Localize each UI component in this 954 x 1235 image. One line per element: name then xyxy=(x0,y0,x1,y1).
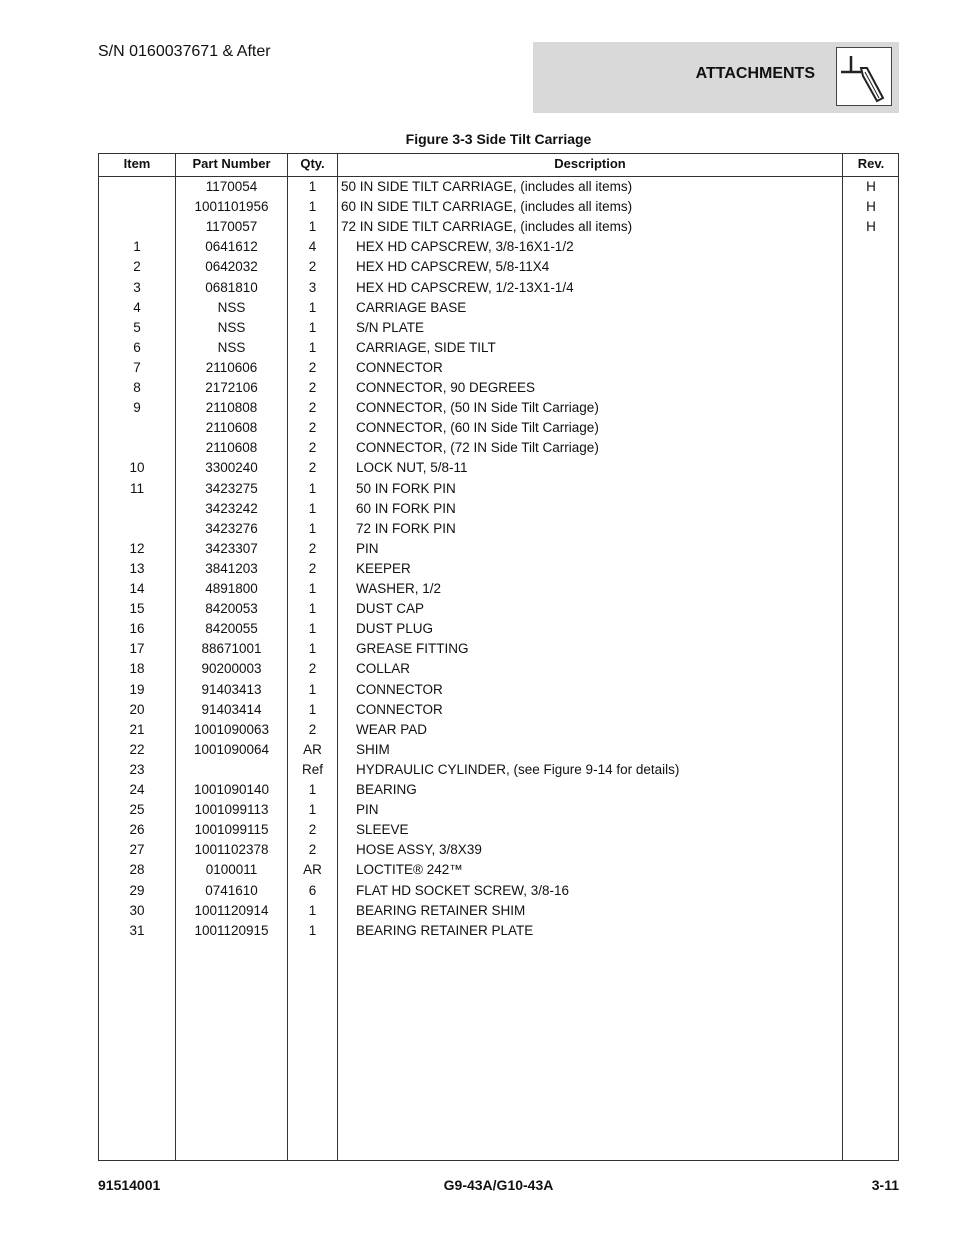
table-row xyxy=(99,458,898,478)
part-number-cell: 3423276 xyxy=(205,520,258,536)
qty-cell: 2 xyxy=(308,842,317,858)
item-cell: 17 xyxy=(129,641,145,657)
qty-cell: 1 xyxy=(308,922,317,938)
table-row xyxy=(99,358,898,378)
part-number-cell: 1170057 xyxy=(205,219,258,235)
part-number-cell: 0641612 xyxy=(205,239,258,255)
section-title: ATTACHMENTS xyxy=(695,65,815,82)
description-cell: CONNECTOR, (60 IN Side Tilt Carriage) xyxy=(356,420,599,436)
part-number-cell: 2172106 xyxy=(205,380,258,395)
rev-cell: H xyxy=(866,199,876,215)
description-cell: HYDRAULIC CYLINDER, (see Figure 9-14 for details) xyxy=(356,761,680,777)
qty-cell: 2 xyxy=(308,380,317,395)
description-cell: LOCTITE® 242™ xyxy=(356,862,463,878)
table-row xyxy=(99,378,898,398)
description-cell: DUST PLUG xyxy=(356,621,434,637)
part-number-cell: 1001102378 xyxy=(194,842,269,858)
part-number-cell: 3423275 xyxy=(205,480,258,496)
table-row xyxy=(99,760,898,780)
qty-cell: 2 xyxy=(308,721,317,737)
part-number-cell: 1001090063 xyxy=(193,721,270,737)
column-header-rev: Rev. xyxy=(857,156,885,171)
qty-cell: 1 xyxy=(308,621,317,637)
table-row xyxy=(99,398,898,418)
section-banner xyxy=(533,42,899,113)
qty-cell: 2 xyxy=(308,822,317,838)
table-row xyxy=(99,539,898,559)
part-number-cell: 8420055 xyxy=(205,621,258,637)
description-cell: BEARING xyxy=(356,782,417,797)
qty-cell: 1 xyxy=(308,641,317,657)
table-row xyxy=(99,257,898,277)
description-cell: SHIM xyxy=(356,741,390,757)
table-row xyxy=(99,418,898,438)
description-cell: CONNECTOR, (72 IN Side Tilt Carriage) xyxy=(356,440,599,456)
item-cell: 9 xyxy=(133,400,141,416)
table-row xyxy=(99,338,898,358)
qty-cell: 2 xyxy=(308,560,317,576)
qty-cell: 1 xyxy=(308,299,317,315)
parts-table xyxy=(98,153,899,1161)
table-row xyxy=(99,881,898,901)
table-row xyxy=(99,559,898,579)
item-cell: 24 xyxy=(129,782,145,797)
table-row xyxy=(99,519,898,539)
part-number-cell: 0741610 xyxy=(205,882,258,898)
attachment-fork-icon xyxy=(836,47,892,106)
qty-cell: 1 xyxy=(308,520,317,536)
qty-cell: 1 xyxy=(308,219,317,235)
part-number-cell: 3300240 xyxy=(205,460,258,476)
table-row xyxy=(99,820,898,840)
description-cell: FLAT HD SOCKET SCREW, 3/8-16 xyxy=(356,882,570,898)
qty-cell: Ref xyxy=(301,761,323,777)
qty-cell: 2 xyxy=(308,460,317,476)
part-number-cell: 1001099115 xyxy=(194,822,269,838)
table-row xyxy=(99,921,898,941)
part-number-cell: 3423307 xyxy=(205,540,258,556)
qty-cell: 4 xyxy=(308,239,317,255)
description-cell: GREASE FITTING xyxy=(356,641,469,657)
column-header-part-number: Part Number xyxy=(192,156,271,171)
table-row xyxy=(99,860,898,880)
rev-cell: H xyxy=(866,179,876,194)
description-cell: CONNECTOR, 90 DEGREES xyxy=(356,380,536,395)
description-cell: LOCK NUT, 5/8-11 xyxy=(356,460,468,476)
description-cell: WEAR PAD xyxy=(356,721,428,737)
column-header-description: Description xyxy=(554,156,626,171)
table-row xyxy=(99,680,898,700)
description-cell: 60 IN FORK PIN xyxy=(356,500,456,516)
description-cell: S/N PLATE xyxy=(356,319,425,335)
part-number-cell: 0642032 xyxy=(205,259,258,275)
part-number-cell: 4891800 xyxy=(205,581,258,596)
qty-cell: 6 xyxy=(308,882,317,898)
item-cell: 7 xyxy=(133,359,141,375)
item-cell: 8 xyxy=(133,380,141,395)
table-row xyxy=(99,720,898,740)
figure-title: Figure 3-3 Side Tilt Carriage xyxy=(405,131,592,147)
item-cell: 25 xyxy=(129,802,145,818)
qty-cell: 2 xyxy=(308,661,317,677)
qty-cell: 2 xyxy=(308,420,317,436)
item-cell: 6 xyxy=(133,339,141,355)
description-cell: BEARING RETAINER PLATE xyxy=(356,922,534,938)
table-row xyxy=(99,639,898,659)
qty-cell: AR xyxy=(303,741,322,757)
item-cell: 2 xyxy=(133,259,141,275)
description-cell: COLLAR xyxy=(356,661,411,677)
part-number-cell: 1170054 xyxy=(205,179,258,194)
part-number-cell: 88671001 xyxy=(201,641,262,657)
table-row xyxy=(99,217,898,237)
table-row xyxy=(99,800,898,820)
item-cell: 27 xyxy=(129,842,145,858)
description-cell: SLEEVE xyxy=(356,822,409,838)
qty-cell: 1 xyxy=(308,581,317,596)
qty-cell: AR xyxy=(303,862,322,878)
part-number-cell: 8420053 xyxy=(205,601,258,617)
item-cell: 20 xyxy=(129,701,145,717)
qty-cell: 1 xyxy=(308,701,317,717)
doc-number: 91514001 xyxy=(98,1177,161,1193)
table-row xyxy=(99,579,898,599)
description-cell: DUST CAP xyxy=(356,601,425,617)
item-cell: 29 xyxy=(129,882,145,898)
qty-cell: 1 xyxy=(308,902,317,918)
part-number-cell: 1001090140 xyxy=(193,782,270,797)
table-row xyxy=(99,840,898,860)
part-number-cell: 91403413 xyxy=(201,681,262,697)
description-cell: CONNECTOR xyxy=(356,359,443,375)
qty-cell: 1 xyxy=(308,782,317,797)
table-row xyxy=(99,438,898,458)
part-number-cell: 2110808 xyxy=(205,400,258,416)
table-row xyxy=(99,177,898,197)
qty-cell: 2 xyxy=(308,359,317,375)
item-cell: 16 xyxy=(129,621,145,637)
table-row xyxy=(99,901,898,921)
description-cell: CONNECTOR xyxy=(356,701,443,717)
serial-number: S/N 0160037671 & After xyxy=(98,43,271,60)
table-row xyxy=(99,499,898,519)
item-cell: 1 xyxy=(133,239,141,255)
item-cell: 3 xyxy=(133,279,141,295)
item-cell: 5 xyxy=(133,319,141,335)
item-cell: 26 xyxy=(129,822,145,838)
qty-cell: 1 xyxy=(308,601,317,617)
table-row xyxy=(99,740,898,760)
qty-cell: 1 xyxy=(308,319,317,335)
column-header-item: Item xyxy=(123,156,151,171)
part-number-cell: 3841203 xyxy=(205,560,258,576)
description-cell: 50 IN FORK PIN xyxy=(356,480,456,496)
description-cell: HEX HD CAPSCREW, 3/8-16X1-1/2 xyxy=(356,239,574,255)
description-cell: BEARING RETAINER SHIM xyxy=(356,902,526,918)
description-cell: HEX HD CAPSCREW, 1/2-13X1-1/4 xyxy=(356,279,574,295)
part-number-cell: 91403414 xyxy=(201,701,262,717)
part-number-cell: 90200003 xyxy=(201,661,262,677)
part-number-cell: 0681810 xyxy=(205,279,258,295)
table-row xyxy=(99,237,898,257)
item-cell: 14 xyxy=(129,581,145,596)
part-number-cell: 1001090064 xyxy=(193,741,270,757)
table-row xyxy=(99,278,898,298)
description-cell: 50 IN SIDE TILT CARRIAGE, (includes all items) xyxy=(341,179,633,194)
column-header-qty: Qty. xyxy=(300,156,325,171)
description-cell: HEX HD CAPSCREW, 5/8-11X4 xyxy=(356,259,550,275)
model-number: G9-43A/G10-43A xyxy=(443,1177,554,1193)
item-cell: 13 xyxy=(129,560,145,576)
part-number-cell: NSS xyxy=(217,339,246,355)
description-cell: CARRIAGE, SIDE TILT xyxy=(356,339,496,355)
item-cell: 19 xyxy=(129,681,145,697)
table-row xyxy=(99,298,898,318)
description-cell: CONNECTOR, (50 IN Side Tilt Carriage) xyxy=(356,400,599,416)
item-cell: 15 xyxy=(129,601,145,617)
item-cell: 18 xyxy=(129,661,145,677)
part-number-cell: 1001120914 xyxy=(194,902,269,918)
item-cell: 4 xyxy=(133,299,141,315)
description-cell: PIN xyxy=(356,540,379,556)
description-cell: 60 IN SIDE TILT CARRIAGE, (includes all items) xyxy=(341,199,633,215)
item-cell: 21 xyxy=(129,721,145,737)
part-number-cell: 2110608 xyxy=(205,440,258,456)
qty-cell: 2 xyxy=(308,259,317,275)
part-number-cell: 1001101956 xyxy=(194,199,269,215)
qty-cell: 1 xyxy=(308,681,317,697)
description-cell: KEEPER xyxy=(356,560,411,576)
item-cell: 10 xyxy=(129,460,145,476)
item-cell: 31 xyxy=(129,922,145,938)
part-number-cell: 2110606 xyxy=(205,359,258,375)
description-cell: PIN xyxy=(356,802,379,818)
qty-cell: 3 xyxy=(308,279,317,295)
table-row xyxy=(99,318,898,338)
part-number-cell: 2110608 xyxy=(205,420,258,436)
rev-cell: H xyxy=(866,219,876,235)
description-cell: WASHER, 1/2 xyxy=(356,581,442,596)
qty-cell: 2 xyxy=(308,540,317,556)
qty-cell: 1 xyxy=(308,500,317,516)
part-number-cell: 1001120915 xyxy=(194,922,269,938)
item-cell: 30 xyxy=(129,902,145,918)
qty-cell: 1 xyxy=(308,179,317,194)
description-cell: CARRIAGE BASE xyxy=(356,299,467,315)
part-number-cell: 1001099113 xyxy=(194,802,269,818)
item-cell: 28 xyxy=(129,862,145,878)
table-row xyxy=(99,197,898,217)
part-number-cell: 0100011 xyxy=(205,862,258,878)
table-row xyxy=(99,659,898,679)
description-cell: HOSE ASSY, 3/8X39 xyxy=(356,842,482,858)
qty-cell: 2 xyxy=(308,440,317,456)
table-row xyxy=(99,619,898,639)
qty-cell: 1 xyxy=(308,199,317,215)
table-row xyxy=(99,700,898,720)
description-cell: 72 IN FORK PIN xyxy=(356,520,456,536)
item-cell: 11 xyxy=(129,480,144,496)
item-cell: 23 xyxy=(129,761,145,777)
description-cell: 72 IN SIDE TILT CARRIAGE, (includes all items) xyxy=(341,219,633,235)
description-cell: CONNECTOR xyxy=(356,681,443,697)
qty-cell: 2 xyxy=(308,400,317,416)
item-cell: 12 xyxy=(129,540,145,556)
table-row xyxy=(99,599,898,619)
page-number: 3-11 xyxy=(871,1177,899,1193)
part-number-cell: NSS xyxy=(217,319,246,335)
qty-cell: 1 xyxy=(308,339,317,355)
qty-cell: 1 xyxy=(308,480,317,496)
qty-cell: 1 xyxy=(308,802,317,818)
item-cell: 22 xyxy=(129,741,145,757)
table-row xyxy=(99,479,898,499)
part-number-cell: 3423242 xyxy=(205,500,258,516)
table-row xyxy=(99,780,898,800)
part-number-cell: NSS xyxy=(217,299,246,315)
